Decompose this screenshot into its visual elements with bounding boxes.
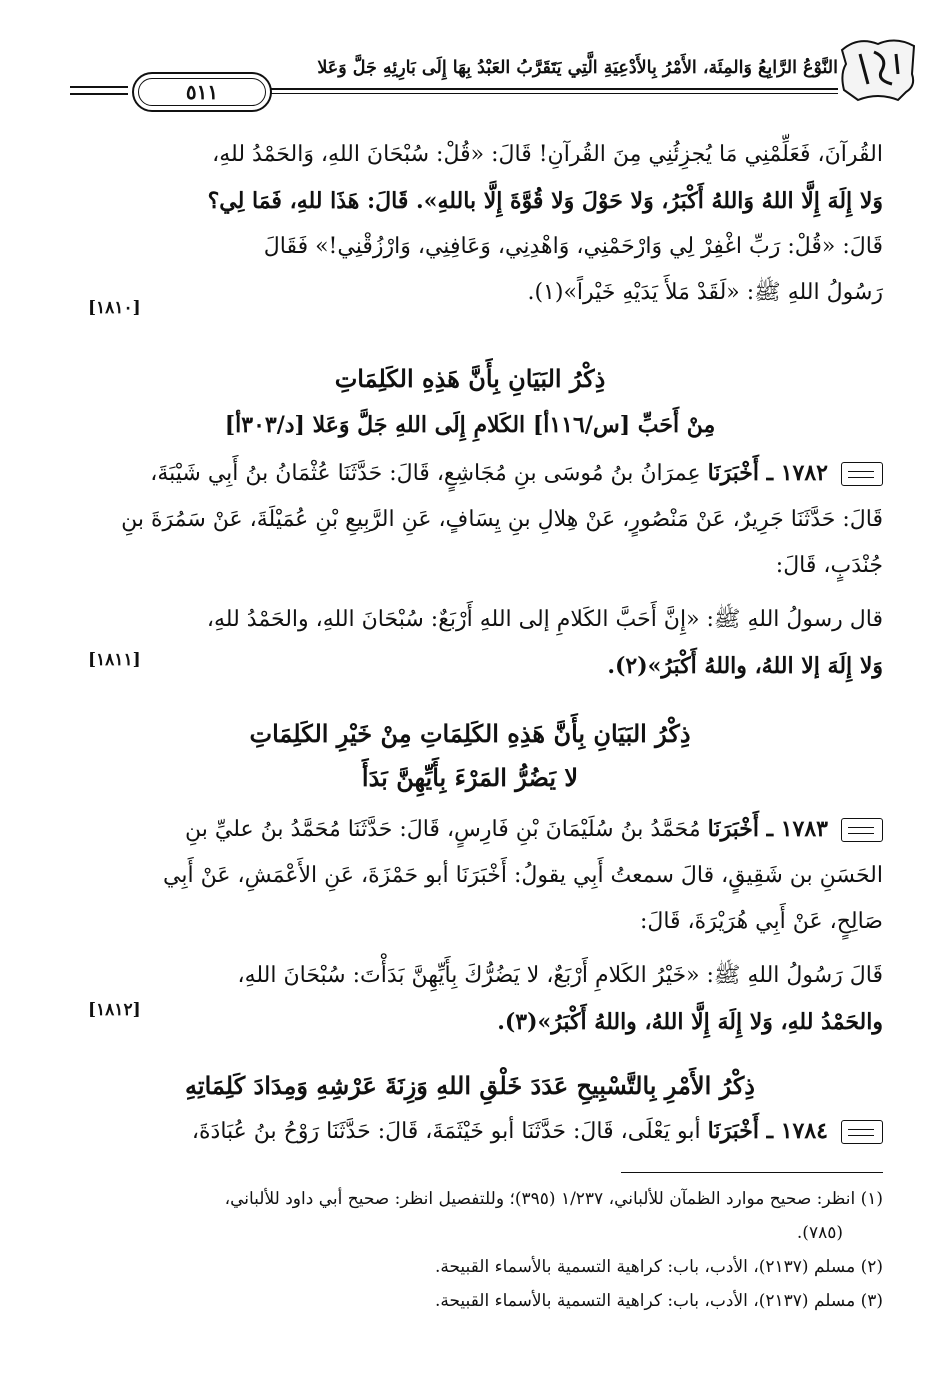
text-line: مُحَمَّدُ بنُ سُلَيْمَانَ بْنِ فَارِسٍ، قَالَ: حَدَّثَنَا مُحَمَّدُ بنُ عليِّ بنِ [185, 817, 701, 842]
chapter-heading: ذِكْرُ الأَمْرِ بِالتَّسْبِيحِ عَدَدَ خَلْقِ اللهِ وَزِنَةَ عَرْشِهِ وَمِدَادَ كَلِمَاتِهِ [185, 1071, 755, 1100]
text-line: قال رسولُ اللهِ ﷺ: «إِنَّ أَحَبَّ الكَلامِ إلى اللهِ أَرْبَعٌ: سُبْحَانَ اللهِ، والحَمْدُ للهِ، [206, 607, 883, 632]
hadith-number: ١٧٨٤ ـ أَخْبَرَنَا [707, 1118, 828, 1144]
hadith-isnad-line [57, 806, 883, 853]
header-rule [198, 88, 838, 97]
text-line: والحَمْدُ للهِ، وَلا إِلَهَ إِلَّا اللهُ، واللهُ أَكْبَرُ»(٣). [497, 1009, 883, 1035]
heading-line: ذِكْرُ البَيَانِ بِأَنَّ هَذِهِ الكَلِمَاتِ [334, 364, 606, 393]
hadith-reference: [١٨١١] [88, 650, 141, 670]
heading-line: ذِكْرُ البَيَانِ بِأَنَّ هَذِهِ الكَلِمَاتِ مِنْ خَيْرِ الكَلِمَاتِ [249, 719, 691, 748]
text-line: وَلا إِلَهَ إلا اللهُ، واللهُ أَكْبَرُ»(٢). [607, 653, 883, 679]
header-rule-left [70, 86, 128, 100]
page-number: ٥١١ [132, 72, 272, 112]
page-header [70, 28, 918, 118]
footnotes [57, 1182, 883, 1318]
text-line: وَلا إِلَهَ إِلَّا اللهُ وَاللهُ أَكْبَرُ، وَلا حَوْلَ وَلا قُوَّةَ إِلَّا باللهِ». قَالَ: هَذَا للهِ، فَمَا لِي؟ [207, 188, 883, 214]
heading-line: لا يَضُرُّ المَرْءَ بِأَيِّهِنَّ بَدَأَ [361, 763, 579, 792]
continuation-paragraph [57, 132, 883, 316]
hadith-isnad-line [57, 1108, 883, 1155]
hadith-reference: [١٨١٢] [88, 1000, 141, 1020]
hadith-number: ١٧٨٣ ـ أَخْبَرَنَا [707, 816, 828, 842]
hadith-marker-icon [841, 1120, 883, 1144]
text-line: قَالَ: «قُلْ: رَبِّ اغْفِرْ لِي وَارْحَمْنِي، وَاهْدِنِي، وَعَافِنِي، وَارْزُقْنِي!» فَقَالَ [263, 234, 883, 259]
hadith-1782 [57, 450, 883, 689]
hadith-isnad-line [57, 450, 883, 497]
footnote: (٢) مسلم (٢١٣٧)، الأدب، باب: كراهية التسمية بالأسماء القبيحة. [434, 1257, 883, 1277]
footnote: (١) انظر: صحيح موارد الظمآن للألباني، ١/٢٣٧ (٣٩٥)؛ وللتفصيل انظر: صحيح أبي داود للألباني، [224, 1189, 883, 1209]
text-line: أبو يَعْلَى، قَالَ: حَدَّثَنَا أبو خَيْثَمَةَ، قَالَ: حَدَّثَنَا رَوْحُ بنُ عُبَادَةَ، [191, 1119, 701, 1144]
chapter-heading [57, 712, 883, 800]
text-line: الحَسَنِ بن شَقِيقٍ، قالَ سمعتُ أَبِي يقولُ: أَخْبَرَنَا أبو حَمْزَةَ، عَنِ الأَعْمَشِ، عَنْ أَبِي [163, 863, 883, 888]
footnote: (٧٨٥). [796, 1223, 843, 1243]
hadith-marker-icon [841, 818, 883, 842]
text-line: القُرآنَ، فَعَلِّمْنِي مَا يُجزِئُنِي مِنَ القُرآنِ! قَالَ: «قُلْ: سُبْحَانَ اللهِ، وَالحَمْدُ للهِ، [212, 142, 883, 167]
text-line: عِمرَانُ بنُ مُوسَى بنِ مُجَاشِعٍ، قَالَ: حَدَّثَنَا عُثْمَانُ بنُ أَبِي شَيْبَةَ، [150, 461, 701, 486]
text-line: صَالِحٍ، عَنْ أَبِي هُرَيْرَةَ، قَالَ: [639, 909, 883, 934]
hadith-reference: [١٨١٠] [88, 298, 141, 318]
text-line: رَسُولُ اللهِ ﷺ: «لَقَدْ مَلأَ يَدَيْهِ خَيْراً»(١). [527, 280, 883, 305]
hadith-number: ١٧٨٢ ـ أَخْبَرَنَا [707, 460, 828, 486]
puzzle-ornament-icon [838, 34, 918, 104]
footnote: (٣) مسلم (٢١٣٧)، الأدب، باب: كراهية التسمية بالأسماء القبيحة. [434, 1291, 883, 1311]
hadith-1783 [57, 806, 883, 1045]
footnote-separator [621, 1172, 883, 1173]
hadith-1784 [57, 1108, 883, 1155]
text-line: جُنْدَبٍ، قَالَ: [775, 553, 883, 578]
text-line: قَالَ: حَدَّثَنَا جَرِيرٌ، عَنْ مَنْصُورٍ، عَنْ هِلالِ بنِ يِسَافٍ، عَنِ الرَّبِيعِ بْنِ عُمَيْلَةَ، عَنْ سَمُرَةَ بنِ [121, 507, 883, 532]
heading-line: مِنْ أَحَبِّ [س/١١٦أ] الكَلامِ إِلَى اللهِ جَلَّ وَعَلا [د/٣٠٣أ] [224, 412, 716, 438]
text-line: قَالَ رَسُولُ اللهِ ﷺ: «خَيْرُ الكَلامِ أَرْبَعٌ، لا يَضُرُّكَ بِأَيِّهِنَّ بَدَأْتَ: سُبْحَانَ اللهِ، [237, 963, 883, 988]
hadith-marker-icon [841, 462, 883, 486]
chapter-heading [57, 356, 883, 448]
running-title: النَّوْعُ الرَّابِعُ وَالمِئَة، الأَمْرُ بِالأَدْعِيَةِ الَّتِي يَتَقَرَّبُ العَبْدُ بِهَا إِلَى بَارِئِهِ جَلَّ وَعَلا [317, 58, 838, 78]
